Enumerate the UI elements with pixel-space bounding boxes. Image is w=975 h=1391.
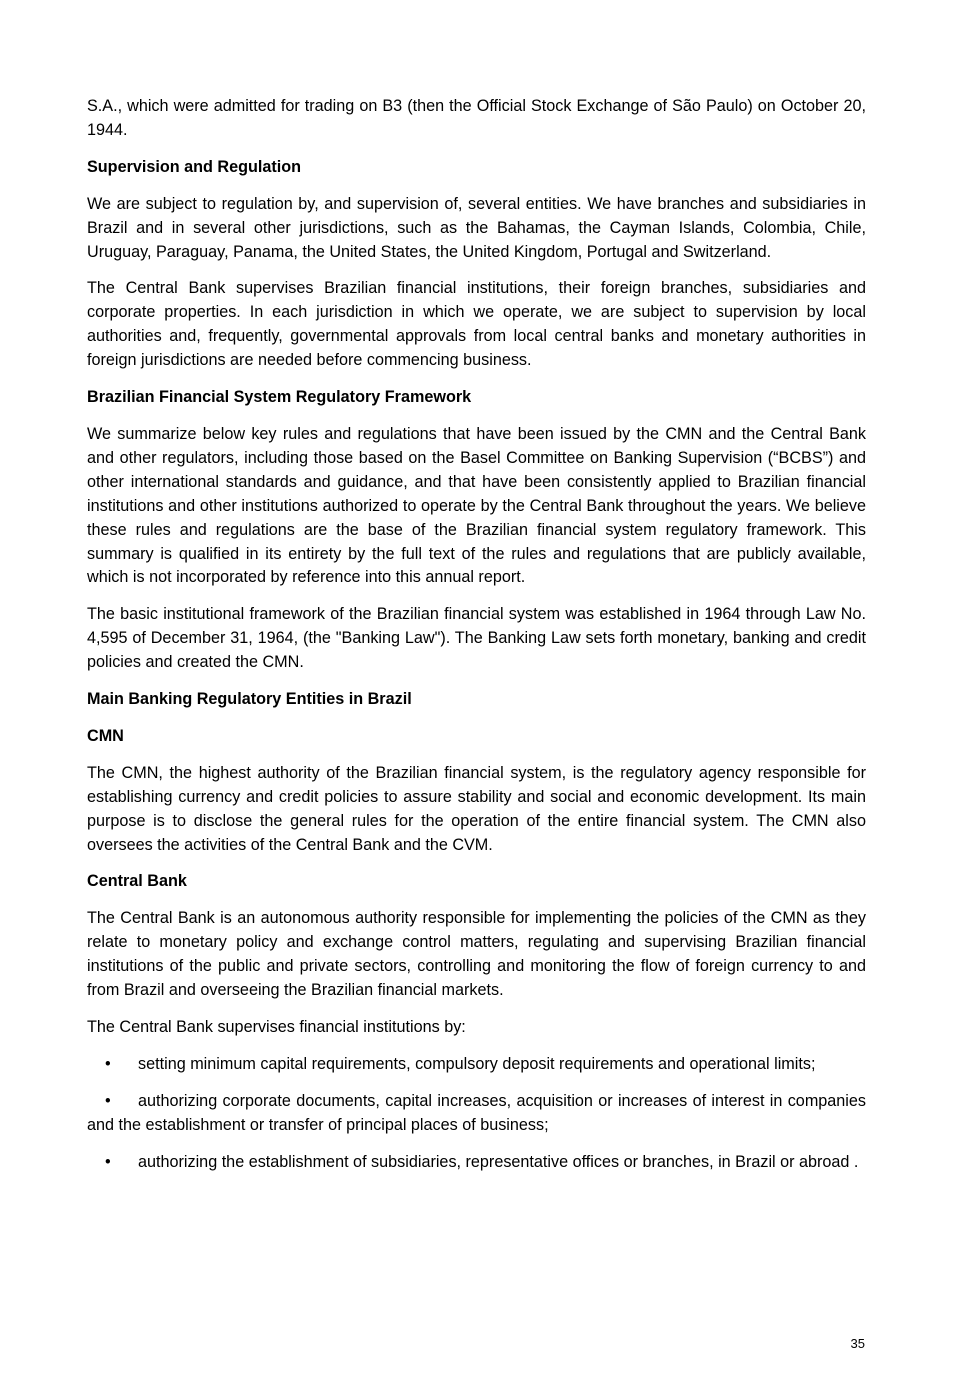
cmn-heading: CMN bbox=[87, 726, 124, 745]
regulatory-entities-heading: Main Banking Regulatory Entities in Brazil bbox=[87, 690, 412, 709]
framework-paragraph-2: The basic institutional framework of the Brazilian financial system was established in 1964 through Law No. 4,595 of December 31, 1964, (the "Banking Law"). The Banking Law sets forth monetary, banking and credit policies and created the CMN. bbox=[87, 605, 866, 672]
central-bank-paragraph-2: The Central Bank supervises financial institutions by: bbox=[87, 1018, 466, 1036]
bullet-icon: • bbox=[105, 1091, 111, 1110]
bullet-item-capital-requirements bbox=[87, 1053, 866, 1077]
supervision-paragraph-2: The Central Bank supervises Brazilian financial institutions, their foreign branches, subsidiaries and corporate properties. In each jurisdiction in which we operate, we are subject to supervision by local authorities and, frequently, governmental approvals from local central banks and monetary authorities in foreign jurisdictions are needed before commencing business. bbox=[87, 279, 866, 370]
bullet-item-corporate-documents bbox=[87, 1090, 866, 1138]
intro-continuation-paragraph: S.A., which were admitted for trading on B3 (then the Official Stock Exchange of São Paulo) on October 20, 1944. bbox=[87, 97, 866, 139]
cmn-paragraph: The CMN, the highest authority of the Brazilian financial system, is the regulatory agency responsible for establishing currency and credit policies to assure stability and social and economic development. Its main purpose is to disclose the general rules for the operation of the entire financial system. The CMN also oversees the activities of the Central Bank and the CVM. bbox=[87, 763, 866, 854]
bullet-icon: • bbox=[105, 1054, 111, 1073]
bullet-text: authorizing the establishment of subsidiaries, representative offices or branches, in Brazil or abroad . bbox=[138, 1152, 859, 1171]
document-body bbox=[87, 95, 866, 1188]
framework-paragraph-1: We summarize below key rules and regulations that have been issued by the CMN and the Central Bank and other regulators, including those based on the Basel Committee on Banking Supervision (“BCBS”) and other international standards and guidance, and that have been consistently applied to Brazilian financial institutions and other institutions authorized to operate by the Central Bank throughout the years. We believe these rules and regulations are the base of the Brazilian financial system regulatory framework. This summary is qualified in its entirety by the full text of the rules and regulations that are publicly available, which is not incorporated by reference into this annual report. bbox=[87, 424, 866, 587]
supervision-paragraph-1: We are subject to regulation by, and supervision of, several entities. We have branches and subsidiaries in Brazil and in several other jurisdictions, such as the Bahamas, the Cayman Islands, Colombia, Chile, Uruguay, Paraguay, Panama, the United States, the United Kingdom, Portugal and Switzerland. bbox=[87, 194, 866, 261]
framework-heading: Brazilian Financial System Regulatory Framework bbox=[87, 388, 472, 407]
central-bank-heading: Central Bank bbox=[87, 872, 187, 891]
bullet-icon: • bbox=[105, 1152, 111, 1171]
page-number: 35 bbox=[850, 1336, 865, 1351]
bullet-text: setting minimum capital requirements, compulsory deposit requirements and operational limits; bbox=[138, 1054, 816, 1073]
central-bank-paragraph-1: The Central Bank is an autonomous authority responsible for implementing the policies of the CMN as they relate to monetary policy and exchange control matters, regulating and supervising Brazilian financial institutions of the public and private sectors, controlling and monitoring the flow of foreign currency to and from Brazil and overseeing the Brazilian financial markets. bbox=[87, 909, 866, 1000]
bullet-item-subsidiaries bbox=[87, 1151, 866, 1175]
supervision-heading: Supervision and Regulation bbox=[87, 157, 302, 176]
bullet-text: authorizing corporate documents, capital increases, acquisition or increases of interest in companies and the establishment or transfer of principal places of business; bbox=[87, 1091, 866, 1134]
